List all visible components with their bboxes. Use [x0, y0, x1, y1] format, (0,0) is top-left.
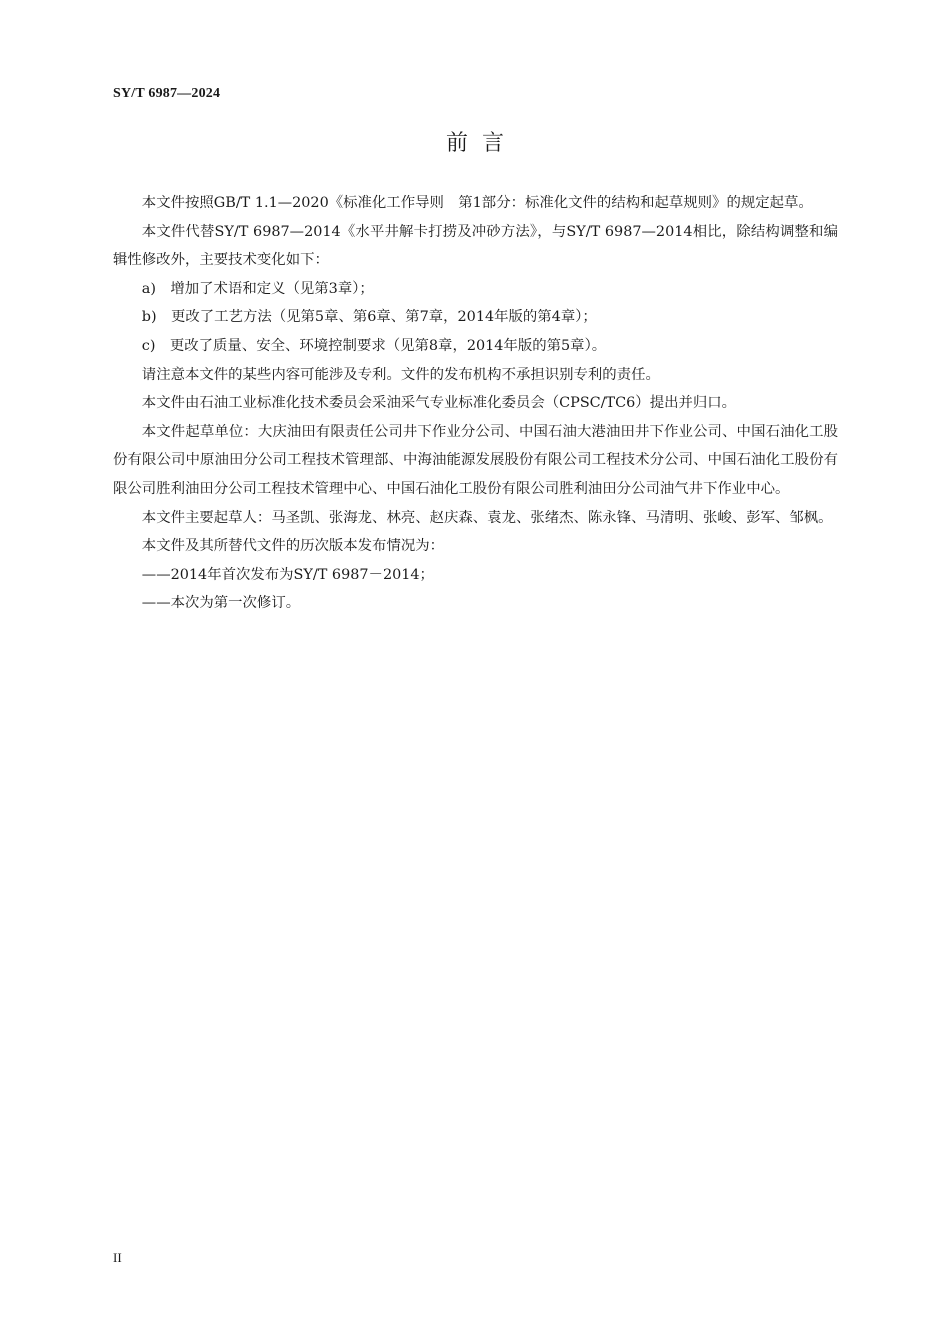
list-item-c: c) 更改了质量、安全、环境控制要求（见第8章，2014年版的第5章）。: [141, 337, 607, 354]
paragraph-version-history: 本文件及其所替代文件的历次版本发布情况为：: [141, 538, 445, 555]
paragraph-drafters: 本文件主要起草人：马圣凯、张海龙、林亮、赵庆森、袁龙、张绪杰、陈永锋、马清明、张峻、彭军、邹枫。: [141, 509, 833, 526]
document-body: [113, 189, 838, 618]
list-item-b: b) 更改了工艺方法（见第5章、第6章、第7章，2014年版的第4章）；: [141, 309, 597, 326]
list-item-a: a) 增加了术语和定义（见第3章）；: [141, 280, 374, 297]
paragraph-replacement: 本文件代替SY/T 6987—2014《水平井解卡打捞及冲砂方法》，与SY/T 6987—2014相比，除结构调整和编辑性修改外，主要技术变化如下：: [113, 223, 838, 269]
paragraph-drafting-units: 本文件起草单位：大庆油田有限责任公司井下作业分公司、中国石油大港油田井下作业公司、中国石油化工股份有限公司中原油田分公司工程技术管理部、中海油能源发展股份有限公司工程技术分公司、中国石油化工股份有限公司胜利油田分公司工程技术管理中心、中国石油化工股份有限公司胜利油田分公司油气井下作业中心。: [113, 423, 838, 497]
paragraph-drafting-rules: 本文件按照GB/T 1.1—2020《标准化工作导则 第1部分：标准化文件的结构和起草规则》的规定起草。: [141, 195, 813, 211]
paragraph-proposer: 本文件由石油工业标准化技术委员会采油采气专业标准化委员会（CPSC/TC6）提出并归口。: [141, 395, 737, 412]
paragraph-patent-notice: 请注意本文件的某些内容可能涉及专利。文件的发布机构不承担识别专利的责任。: [141, 366, 660, 383]
history-item-revision: ——本次为第一次修订。: [141, 595, 301, 612]
standard-number: SY/T 6987—2024: [113, 86, 221, 101]
page-title: 前言: [445, 131, 518, 156]
history-item-2014: ——2014年首次发布为SY/T 6987－2014；: [141, 566, 434, 583]
page-number: II: [113, 1250, 122, 1265]
